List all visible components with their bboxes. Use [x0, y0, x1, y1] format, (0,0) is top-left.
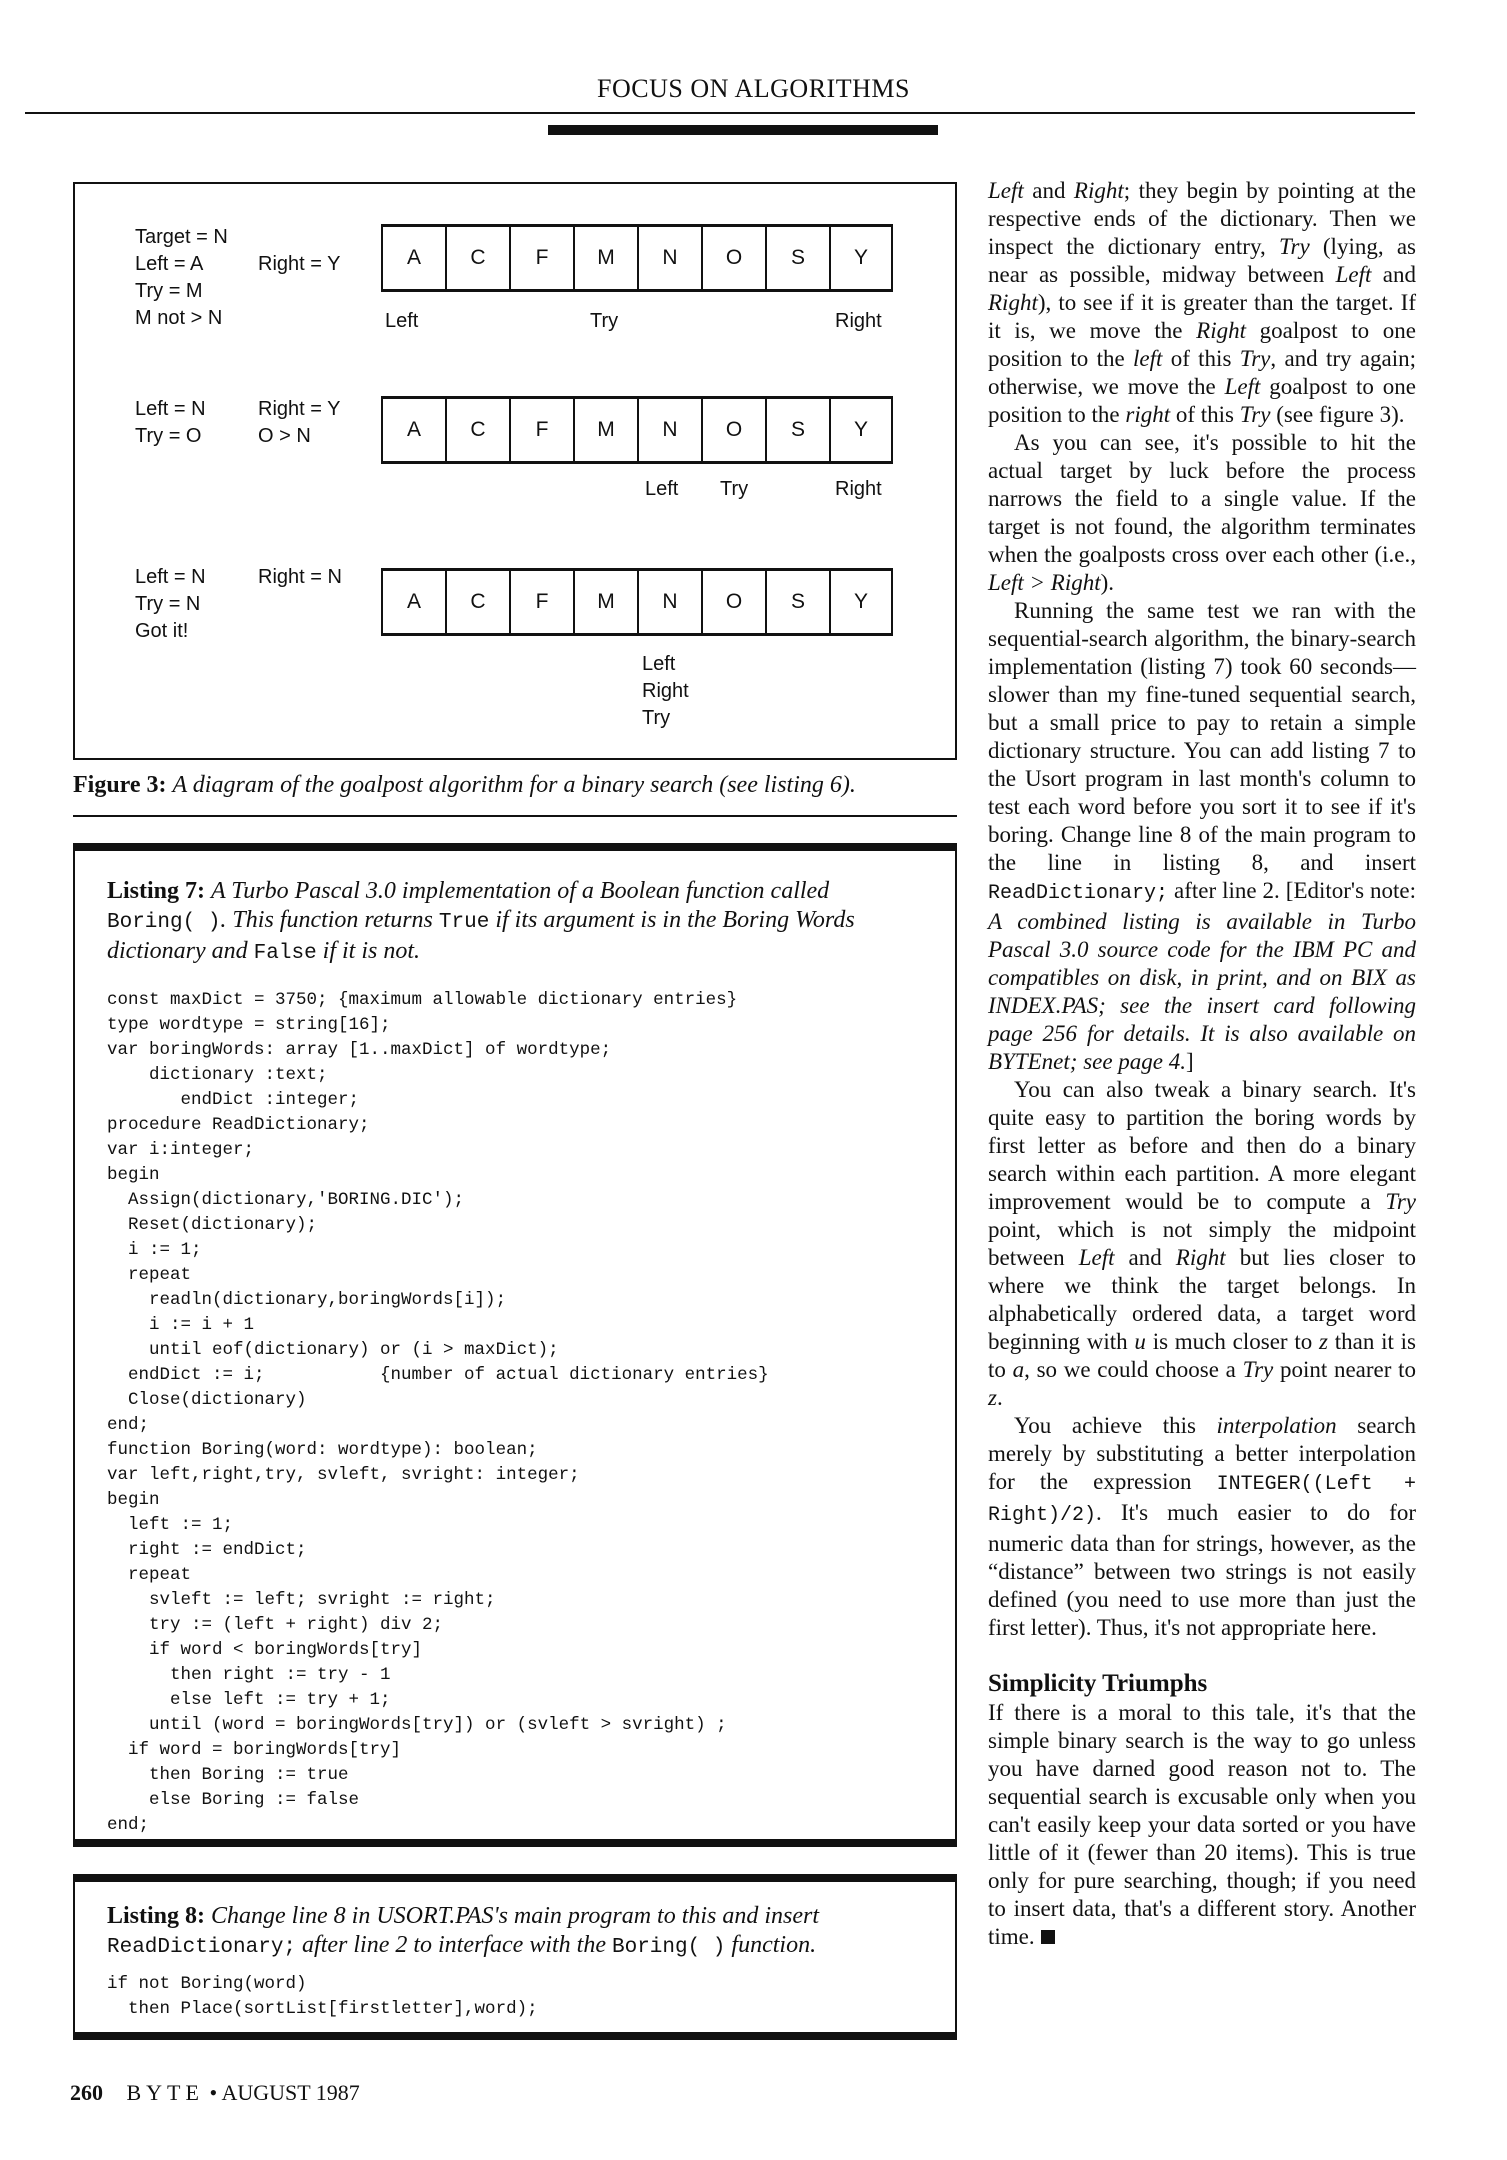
- step-label: Right = N: [258, 566, 342, 588]
- step-label: Right = Y: [258, 398, 341, 420]
- code-line: if word = boringWords[try]: [107, 1740, 402, 1760]
- code-line: then right := try - 1: [107, 1665, 391, 1685]
- magazine-name: BYTE: [126, 2080, 204, 2105]
- array-cell: O: [701, 571, 765, 633]
- issue-date: AUGUST 1987: [221, 2080, 360, 2105]
- step-label: Left = A: [135, 253, 204, 275]
- array-cell: M: [573, 571, 637, 633]
- page-number: 260: [70, 2080, 103, 2105]
- code-line: endDict := i; {number of actual dictionary entries}: [107, 1365, 769, 1385]
- pointer-try: Try: [720, 478, 749, 500]
- header-bar: [548, 125, 938, 135]
- pointer-left: Left: [642, 653, 676, 675]
- step-label: Target = N: [135, 226, 228, 248]
- array-cell: S: [765, 399, 829, 461]
- array-cell: A: [381, 571, 445, 633]
- array-cell: M: [573, 399, 637, 461]
- figure-caption-label: Figure 3:: [73, 772, 167, 798]
- code-line: until (word = boringWords[try]) or (svleft > svright) ;: [107, 1715, 727, 1735]
- array-cell: S: [765, 571, 829, 633]
- listing-7-code: [75, 988, 955, 1838]
- step-label: Try = M: [135, 280, 203, 302]
- code-line: function Boring(word: wordtype): boolean;: [107, 1440, 538, 1460]
- code-line: svleft := left; svright := right;: [107, 1590, 496, 1610]
- code-line: else Boring := false: [107, 1790, 360, 1810]
- figure-caption: [73, 772, 856, 799]
- array-cell: C: [445, 399, 509, 461]
- listing-label: Listing 8:: [107, 1903, 206, 1929]
- figure-caption-text: A diagram of the goalpost algorithm for a binary search (see listing 6).: [172, 772, 856, 798]
- step-label: Try = O: [135, 425, 202, 447]
- array-cell: M: [573, 227, 637, 289]
- code-line: var i:integer;: [107, 1140, 255, 1160]
- array-cell: N: [637, 399, 701, 461]
- listing-8: [73, 1874, 957, 2040]
- code-line: i := i + 1: [107, 1315, 255, 1335]
- pointer-try: Try: [642, 707, 671, 729]
- paragraph: You can also tweak a binary search. It's quite easy to partition the boring words by first letter as before and then do a binary search within each partition. A more elegant improvement would be to compute a Try point, which is not simply the midpoint between Left and Right but lies closer to where we think the target belongs. In alphabetically ordered data, a target word beginning with u is much closer to z than it is to a, so we could choose a Try point nearer to z.: [988, 1077, 1416, 1410]
- code-line: begin: [107, 1165, 160, 1185]
- paragraph: Running the same test we ran with the sequential-search algorithm, the binary-search implementation (listing 7) took 60 seconds—slower than my fine-tuned sequential search, but a small price to pay to retain a simple dictionary structure. You can add listing 7 to the Usort program in last month's column to test each word before you sort it to see if it's boring. Change line 8 of the main program to the line in listing 8, and insert ReadDictionary; after line 2. [Editor's note: A combined listing is available in Turbo Pascal 3.0 source code for the IBM PC and compatibles on disk, in print, and on BIX as INDEX.PAS; see the insert card following page 256 for details. It is also available on BYTEnet; see page 4.]: [988, 598, 1416, 1074]
- step-label: M not > N: [135, 307, 223, 329]
- paragraph: You achieve this interpolation search merely by substituting a better interpolation for the expression INTEGER((Left + Right)/2). It's much easier to do for numeric data than for strings, however, as the “distance” between two strings is not easily defined (you need to use more than just the first letter). Thus, it's not appropriate here.: [988, 1413, 1416, 1640]
- array-cell: F: [509, 399, 573, 461]
- end-of-article-mark: [1041, 1930, 1055, 1944]
- code-line: endDict :integer;: [107, 1090, 360, 1110]
- listing-8-title: Listing 8: Change line 8 in USORT.PAS's main program to this and insert ReadDictionary; after line 2 to interface with the Boring( ) function.: [107, 1903, 820, 1959]
- array-cell: Y: [829, 571, 893, 633]
- code-line: then Place(sortList[firstletter],word);: [107, 1999, 538, 2019]
- header-rule: [25, 112, 1415, 114]
- code-line: left := 1;: [107, 1515, 234, 1535]
- listing-8-code: [75, 1972, 955, 2022]
- paragraph: Left and Right; they begin by pointing at the respective ends of the dictionary. Then we inspect the dictionary entry, Try (lying, as near as possible, midway between Left and Right), to see if it is greater than the target. If it is, we move the Right goalpost to one position to the left of this Try, and try again; otherwise, we move the Left goalpost to one position to the right of this Try (see figure 3).: [988, 178, 1416, 427]
- code-line: Reset(dictionary);: [107, 1215, 318, 1235]
- code-line: procedure ReadDictionary;: [107, 1115, 370, 1135]
- sorted-array: [381, 568, 893, 636]
- step-label: Got it!: [135, 620, 189, 642]
- code-line: end;: [107, 1815, 150, 1835]
- code-line: repeat: [107, 1565, 192, 1585]
- caption-rule: [73, 815, 957, 817]
- code-line: then Boring := true: [107, 1765, 349, 1785]
- array-cell: F: [509, 571, 573, 633]
- array-cell: O: [701, 227, 765, 289]
- paragraph: As you can see, it's possible to hit the actual target by luck before the process narrows the field to a single value. If the target is not found, the algorithm terminates when the goalposts cross over each other (i.e., Left > Right).: [988, 430, 1416, 595]
- code-line: else left := try + 1;: [107, 1690, 391, 1710]
- array-cell: C: [445, 227, 509, 289]
- footer-separator: •: [209, 2080, 218, 2105]
- step-label: Left = N: [135, 566, 206, 588]
- paragraph: If there is a moral to this tale, it's that the simple binary search is the way to go unless you have darned good reason not to. The sequential search is excusable only when you can't easily keep your data sorted or you have little of it (fewer than 20 items). This is true only for pure searching, though; if you need to insert data, that's a different story. Another time.: [988, 1700, 1416, 1949]
- listing-7: [73, 843, 957, 1847]
- array-cell: F: [509, 227, 573, 289]
- article-column: [988, 177, 1416, 1951]
- code-line: begin: [107, 1490, 160, 1510]
- pointer-left: Left: [645, 478, 679, 500]
- array-cell: C: [445, 571, 509, 633]
- listing-7-title: Listing 7: A Turbo Pascal 3.0 implementation of a Boolean function called Boring( ). This function returns True if its argument is in the Boring Words dictionary and False if it is not.: [107, 878, 855, 965]
- listing-label: Listing 7:: [107, 878, 206, 904]
- page-footer: [70, 2080, 360, 2106]
- array-cell: S: [765, 227, 829, 289]
- step-label: O > N: [258, 425, 311, 447]
- pointer-stack: [642, 651, 689, 732]
- pointer-try: Try: [590, 310, 619, 332]
- array-cell: N: [637, 571, 701, 633]
- code-line: Close(dictionary): [107, 1390, 307, 1410]
- code-line: readln(dictionary,boringWords[i]);: [107, 1290, 507, 1310]
- code-line: if word < boringWords[try]: [107, 1640, 423, 1660]
- step-label: Left = N: [135, 398, 206, 420]
- sorted-array: [381, 224, 893, 292]
- code-line: type wordtype = string[16];: [107, 1015, 391, 1035]
- section-heading: Simplicity Triumphs: [988, 1670, 1208, 1697]
- step-label: Try = N: [135, 593, 201, 615]
- code-line: var left,right,try, svleft, svright: integer;: [107, 1465, 580, 1485]
- code-line: repeat: [107, 1265, 192, 1285]
- array-cell: Y: [829, 227, 893, 289]
- pointer-left: Left: [385, 310, 419, 332]
- pointer-right: Right: [835, 310, 882, 332]
- pointer-right: Right: [642, 680, 689, 702]
- array-cell: A: [381, 399, 445, 461]
- array-cell: Y: [829, 399, 893, 461]
- code-line: right := endDict;: [107, 1540, 307, 1560]
- code-line: i := 1;: [107, 1240, 202, 1260]
- code-line: dictionary :text;: [107, 1065, 328, 1085]
- figure-3-diagram: [73, 182, 957, 760]
- code-line: Assign(dictionary,'BORING.DIC');: [107, 1190, 465, 1210]
- code-line: end;: [107, 1415, 150, 1435]
- code-line: var boringWords: array [1..maxDict] of wordtype;: [107, 1040, 612, 1060]
- code-line: if not Boring(word): [107, 1974, 307, 1994]
- sorted-array: [381, 396, 893, 464]
- array-cell: A: [381, 227, 445, 289]
- array-cell: O: [701, 399, 765, 461]
- code-line: const maxDict = 3750; {maximum allowable dictionary entries}: [107, 990, 738, 1010]
- step-label: Right = Y: [258, 253, 341, 275]
- code-line: try := (left + right) div 2;: [107, 1615, 444, 1635]
- code-line: until eof(dictionary) or (i > maxDict);: [107, 1340, 559, 1360]
- running-head: FOCUS ON ALGORITHMS: [597, 74, 910, 103]
- array-cell: N: [637, 227, 701, 289]
- pointer-right: Right: [835, 478, 882, 500]
